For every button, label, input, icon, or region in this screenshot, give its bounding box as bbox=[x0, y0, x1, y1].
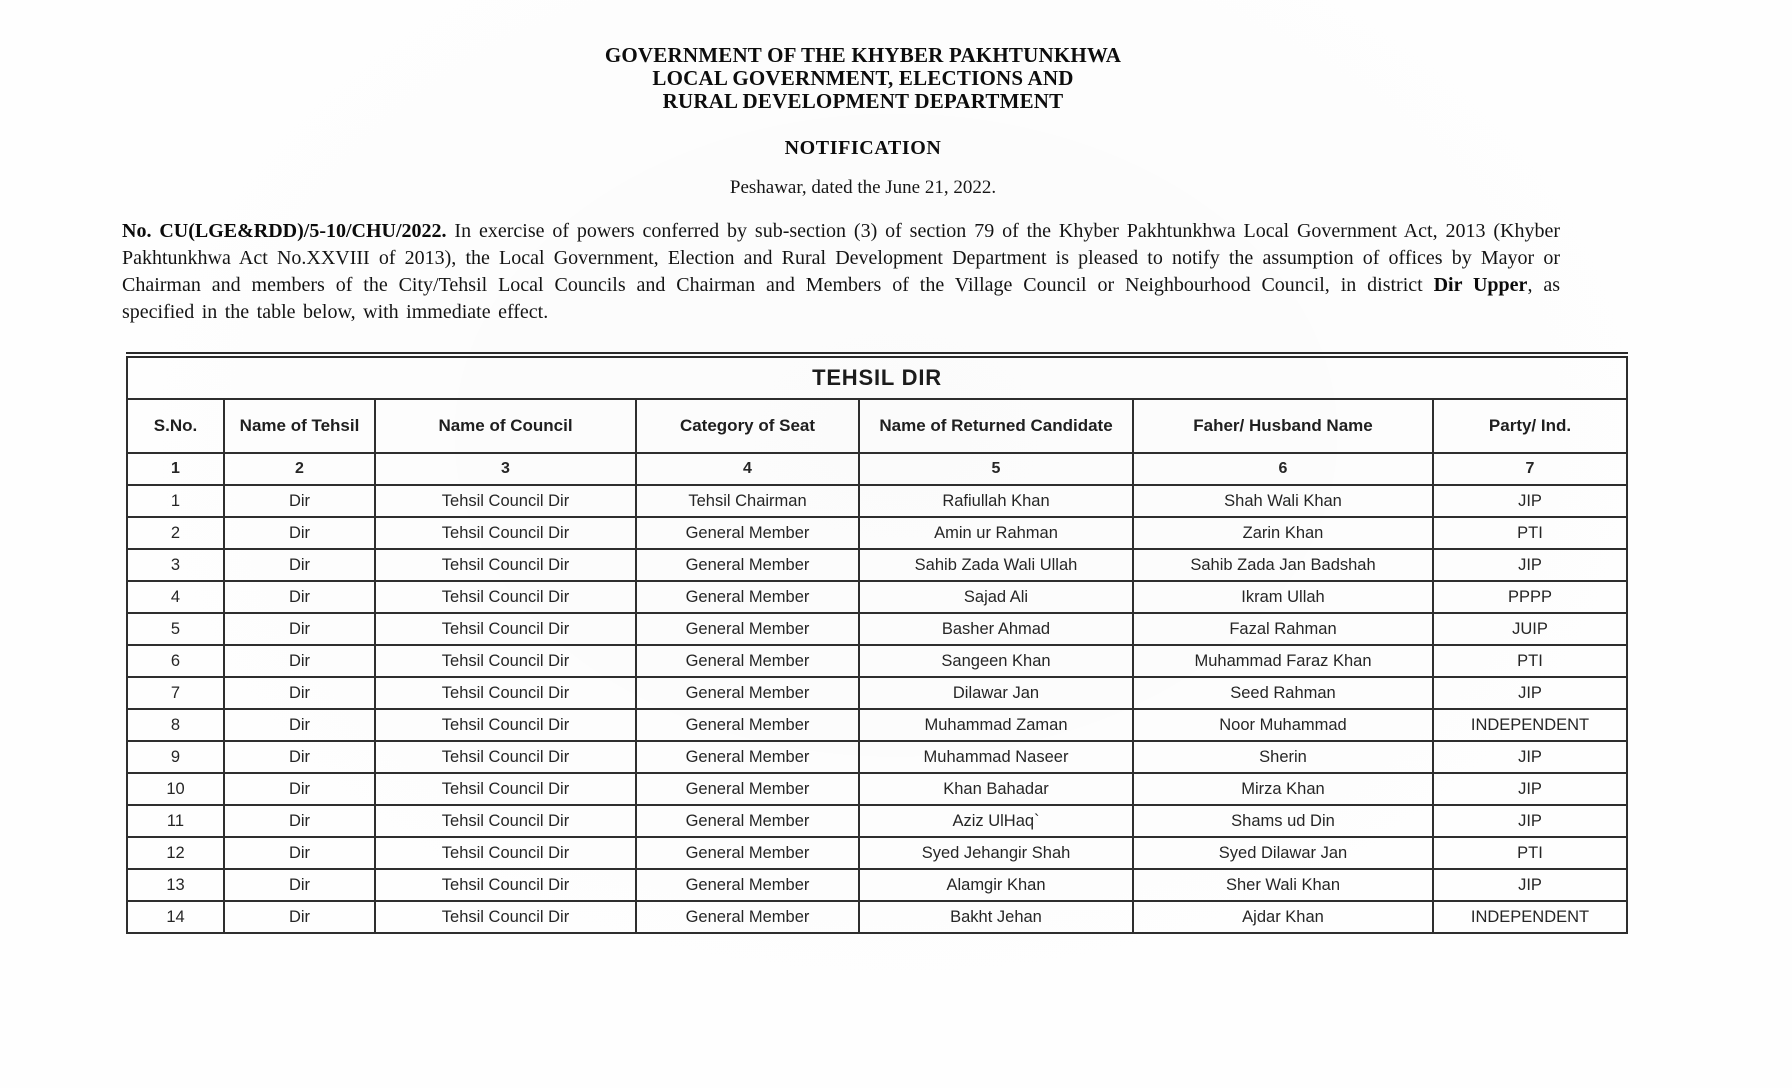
table-cell: JIP bbox=[1433, 805, 1627, 837]
column-header: Name of Tehsil bbox=[224, 399, 375, 453]
table-cell: Sahib Zada Jan Badshah bbox=[1133, 549, 1433, 581]
table-cell: Rafiullah Khan bbox=[859, 485, 1133, 517]
table-cell: JIP bbox=[1433, 773, 1627, 805]
table-header-row bbox=[127, 399, 1627, 453]
table-cell: 3 bbox=[127, 549, 224, 581]
department-letterhead bbox=[0, 44, 1726, 113]
table-cell: General Member bbox=[636, 805, 859, 837]
table-cell: JIP bbox=[1433, 485, 1627, 517]
table-row bbox=[127, 677, 1627, 709]
table-cell: Tehsil Council Dir bbox=[375, 805, 636, 837]
table-cell: Syed Dilawar Jan bbox=[1133, 837, 1433, 869]
table-cell: Muhammad Faraz Khan bbox=[1133, 645, 1433, 677]
table-cell: Dir bbox=[224, 709, 375, 741]
table-body bbox=[127, 485, 1627, 933]
table-cell: JIP bbox=[1433, 677, 1627, 709]
table-cell: General Member bbox=[636, 613, 859, 645]
table-cell: Sangeen Khan bbox=[859, 645, 1133, 677]
table-cell: Bakht Jehan bbox=[859, 901, 1133, 933]
table-cell: Shams ud Din bbox=[1133, 805, 1433, 837]
table-row bbox=[127, 869, 1627, 901]
table-row bbox=[127, 581, 1627, 613]
table-cell: INDEPENDENT bbox=[1433, 901, 1627, 933]
table-row bbox=[127, 645, 1627, 677]
table-cell: Dir bbox=[224, 645, 375, 677]
table-cell: General Member bbox=[636, 741, 859, 773]
reference-number: No. CU(LGE&RDD)/5-10/CHU/2022. bbox=[122, 220, 447, 242]
table-cell: General Member bbox=[636, 549, 859, 581]
table-cell: 8 bbox=[127, 709, 224, 741]
table-cell: General Member bbox=[636, 677, 859, 709]
table-cell: Tehsil Council Dir bbox=[375, 549, 636, 581]
paragraph-body-2: , as specified in the table below, with immediate effect. bbox=[122, 274, 1560, 323]
table-cell: Tehsil Council Dir bbox=[375, 645, 636, 677]
letterhead-line-rural-development: RURAL DEVELOPMENT DEPARTMENT bbox=[662, 89, 1064, 113]
table-cell: Seed Rahman bbox=[1133, 677, 1433, 709]
column-header: Name of Returned Candidate bbox=[859, 399, 1133, 453]
table-cell: Muhammad Zaman bbox=[859, 709, 1133, 741]
results-table bbox=[126, 352, 1628, 934]
table-cell: Aziz UlHaq` bbox=[859, 805, 1133, 837]
column-header: Faher/ Husband Name bbox=[1133, 399, 1433, 453]
table-cell: General Member bbox=[636, 709, 859, 741]
table-cell: 9 bbox=[127, 741, 224, 773]
column-number-row bbox=[127, 453, 1627, 485]
table-cell: Dir bbox=[224, 773, 375, 805]
table-cell: Dir bbox=[224, 549, 375, 581]
table-cell: 13 bbox=[127, 869, 224, 901]
column-header: Party/ Ind. bbox=[1433, 399, 1627, 453]
table-row bbox=[127, 773, 1627, 805]
table-cell: 1 bbox=[127, 485, 224, 517]
table-title-row bbox=[127, 355, 1627, 399]
letterhead-line-local-government: LOCAL GOVERNMENT, ELECTIONS AND bbox=[652, 66, 1074, 90]
table-cell: PTI bbox=[1433, 645, 1627, 677]
table-row bbox=[127, 549, 1627, 581]
table-cell: General Member bbox=[636, 581, 859, 613]
column-header: Name of Council bbox=[375, 399, 636, 453]
table-cell: Tehsil Council Dir bbox=[375, 709, 636, 741]
column-number: 4 bbox=[636, 453, 859, 485]
table-cell: Basher Ahmad bbox=[859, 613, 1133, 645]
table-cell: 12 bbox=[127, 837, 224, 869]
table-cell: Tehsil Council Dir bbox=[375, 773, 636, 805]
table-cell: INDEPENDENT bbox=[1433, 709, 1627, 741]
paragraph-body-1: In exercise of powers conferred by sub-section (3) of section 79 of the Khyber Pakhtunkhwa Local Government Act, 2013 (Khyber Pakhtunkhwa Act No.XXVIII of 2013), the Local Government, Election and Rural Development Department is pleased to notify the assumption of offices by Mayor or Chairman and members of the City/Tehsil Local Councils and Chairman and Members of the Village Council or Neighbourhood Council, in district bbox=[122, 220, 1561, 296]
table-cell: Ajdar Khan bbox=[1133, 901, 1433, 933]
table-cell: JIP bbox=[1433, 741, 1627, 773]
table-cell: 5 bbox=[127, 613, 224, 645]
column-number: 3 bbox=[375, 453, 636, 485]
table-row bbox=[127, 837, 1627, 869]
table-title: TEHSIL DIR bbox=[127, 355, 1627, 399]
table-cell: General Member bbox=[636, 645, 859, 677]
table-row bbox=[127, 901, 1627, 933]
table-cell: Sher Wali Khan bbox=[1133, 869, 1433, 901]
table-cell: General Member bbox=[636, 837, 859, 869]
table-cell: Fazal Rahman bbox=[1133, 613, 1433, 645]
table-cell: 7 bbox=[127, 677, 224, 709]
table-cell: General Member bbox=[636, 517, 859, 549]
table-cell: 2 bbox=[127, 517, 224, 549]
table-cell: JIP bbox=[1433, 549, 1627, 581]
table-cell: Alamgir Khan bbox=[859, 869, 1133, 901]
table-cell: Sherin bbox=[1133, 741, 1433, 773]
column-number: 2 bbox=[224, 453, 375, 485]
table-cell: Dir bbox=[224, 901, 375, 933]
table-row bbox=[127, 517, 1627, 549]
table-cell: Dir bbox=[224, 485, 375, 517]
table-cell: Dir bbox=[224, 837, 375, 869]
column-header: S.No. bbox=[127, 399, 224, 453]
table-cell: PPPP bbox=[1433, 581, 1627, 613]
table-cell: General Member bbox=[636, 901, 859, 933]
table-cell: Dir bbox=[224, 517, 375, 549]
table-cell: Sahib Zada Wali Ullah bbox=[859, 549, 1133, 581]
table-cell: Dir bbox=[224, 613, 375, 645]
table-cell: JIP bbox=[1433, 869, 1627, 901]
table-cell: Tehsil Council Dir bbox=[375, 485, 636, 517]
table-row bbox=[127, 613, 1627, 645]
column-number: 6 bbox=[1133, 453, 1433, 485]
table-cell: 14 bbox=[127, 901, 224, 933]
column-number: 1 bbox=[127, 453, 224, 485]
table-cell: Noor Muhammad bbox=[1133, 709, 1433, 741]
table-cell: Dilawar Jan bbox=[859, 677, 1133, 709]
table-cell: Tehsil Council Dir bbox=[375, 869, 636, 901]
table-cell: PTI bbox=[1433, 837, 1627, 869]
table-cell: Ikram Ullah bbox=[1133, 581, 1433, 613]
table-cell: Mirza Khan bbox=[1133, 773, 1433, 805]
table-cell: General Member bbox=[636, 773, 859, 805]
table-cell: 6 bbox=[127, 645, 224, 677]
table-cell: General Member bbox=[636, 869, 859, 901]
table-cell: 11 bbox=[127, 805, 224, 837]
table-cell: Tehsil Council Dir bbox=[375, 901, 636, 933]
table-cell: 4 bbox=[127, 581, 224, 613]
table-cell: JUIP bbox=[1433, 613, 1627, 645]
district-name: Dir Upper bbox=[1433, 274, 1528, 296]
notification-title: NOTIFICATION bbox=[784, 137, 942, 159]
table-cell: Dir bbox=[224, 869, 375, 901]
table-cell: Shah Wali Khan bbox=[1133, 485, 1433, 517]
column-number: 5 bbox=[859, 453, 1133, 485]
table-cell: Zarin Khan bbox=[1133, 517, 1433, 549]
table-cell: Khan Bahadar bbox=[859, 773, 1133, 805]
table-cell: Dir bbox=[224, 741, 375, 773]
table-cell: Tehsil Council Dir bbox=[375, 613, 636, 645]
notification-paragraph bbox=[122, 218, 1560, 326]
table-cell: Amin ur Rahman bbox=[859, 517, 1133, 549]
table-cell: Sajad Ali bbox=[859, 581, 1133, 613]
table-cell: Muhammad Naseer bbox=[859, 741, 1133, 773]
table-cell: Tehsil Council Dir bbox=[375, 581, 636, 613]
table-cell: 10 bbox=[127, 773, 224, 805]
table-cell: Tehsil Council Dir bbox=[375, 677, 636, 709]
table-cell: Syed Jehangir Shah bbox=[859, 837, 1133, 869]
table-row bbox=[127, 741, 1627, 773]
dateline: Peshawar, dated the June 21, 2022. bbox=[729, 177, 997, 198]
table-cell: Tehsil Council Dir bbox=[375, 517, 636, 549]
table-cell: PTI bbox=[1433, 517, 1627, 549]
column-number: 7 bbox=[1433, 453, 1627, 485]
column-header: Category of Seat bbox=[636, 399, 859, 453]
table-cell: Dir bbox=[224, 581, 375, 613]
table-cell: Dir bbox=[224, 805, 375, 837]
table-cell: Tehsil Council Dir bbox=[375, 741, 636, 773]
table-row bbox=[127, 485, 1627, 517]
letterhead-line-government: GOVERNMENT OF THE KHYBER PAKHTUNKHWA bbox=[604, 43, 1122, 67]
table-row bbox=[127, 805, 1627, 837]
table-row bbox=[127, 709, 1627, 741]
table-cell: Tehsil Chairman bbox=[636, 485, 859, 517]
table-cell: Dir bbox=[224, 677, 375, 709]
table-cell: Tehsil Council Dir bbox=[375, 837, 636, 869]
